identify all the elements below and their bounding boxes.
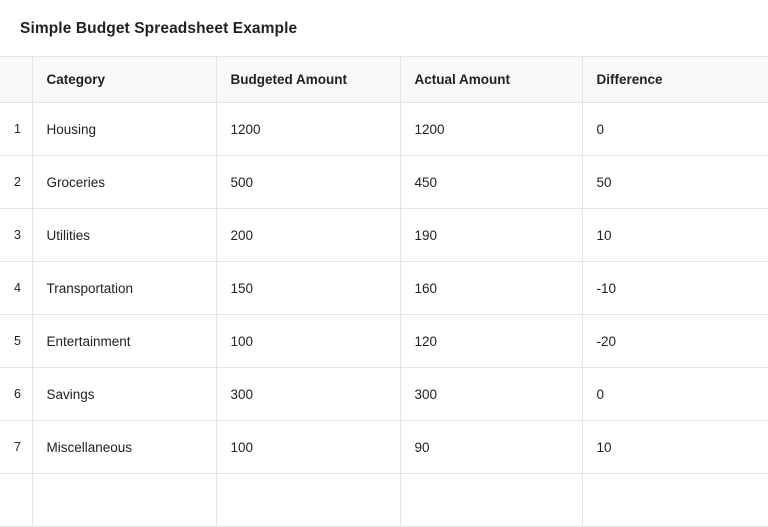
- cell-actual-amount[interactable]: 450: [400, 156, 582, 209]
- row-index[interactable]: 4: [0, 262, 32, 315]
- header-row: [0, 57, 768, 103]
- cell-budgeted-amount[interactable]: 500: [216, 156, 400, 209]
- column-header-budgeted-amount[interactable]: Budgeted Amount: [216, 57, 400, 103]
- cell-actual-amount[interactable]: 120: [400, 315, 582, 368]
- cell-category[interactable]: [32, 474, 216, 527]
- cell-difference[interactable]: 0: [582, 368, 768, 421]
- cell-difference[interactable]: 50: [582, 156, 768, 209]
- column-header-category[interactable]: Category: [32, 57, 216, 103]
- table-row: [0, 315, 768, 368]
- cell-category[interactable]: Entertainment: [32, 315, 216, 368]
- table-row: [0, 421, 768, 474]
- budget-table: [0, 56, 768, 527]
- cell-difference[interactable]: 10: [582, 209, 768, 262]
- cell-difference[interactable]: [582, 474, 768, 527]
- cell-actual-amount[interactable]: 190: [400, 209, 582, 262]
- table-row: [0, 209, 768, 262]
- cell-actual-amount[interactable]: 300: [400, 368, 582, 421]
- cell-budgeted-amount[interactable]: 100: [216, 315, 400, 368]
- cell-difference[interactable]: 10: [582, 421, 768, 474]
- row-index[interactable]: 3: [0, 209, 32, 262]
- cell-actual-amount[interactable]: [400, 474, 582, 527]
- cell-category[interactable]: Miscellaneous: [32, 421, 216, 474]
- row-index[interactable]: [0, 474, 32, 527]
- row-index[interactable]: 7: [0, 421, 32, 474]
- cell-budgeted-amount[interactable]: 1200: [216, 103, 400, 156]
- cell-difference[interactable]: -10: [582, 262, 768, 315]
- table-row: [0, 368, 768, 421]
- cell-budgeted-amount[interactable]: [216, 474, 400, 527]
- cell-difference[interactable]: -20: [582, 315, 768, 368]
- page-title: Simple Budget Spreadsheet Example: [20, 20, 298, 37]
- table-header: [0, 57, 768, 103]
- table-body: [0, 103, 768, 527]
- row-index[interactable]: 6: [0, 368, 32, 421]
- table-row: [0, 103, 768, 156]
- cell-budgeted-amount[interactable]: 300: [216, 368, 400, 421]
- table-row: [0, 156, 768, 209]
- table-row: [0, 474, 768, 527]
- cell-category[interactable]: Housing: [32, 103, 216, 156]
- column-header-actual-amount[interactable]: Actual Amount: [400, 57, 582, 103]
- cell-budgeted-amount[interactable]: 100: [216, 421, 400, 474]
- row-index[interactable]: 1: [0, 103, 32, 156]
- cell-actual-amount[interactable]: 1200: [400, 103, 582, 156]
- cell-category[interactable]: Utilities: [32, 209, 216, 262]
- cell-category[interactable]: Transportation: [32, 262, 216, 315]
- cell-category[interactable]: Savings: [32, 368, 216, 421]
- row-index[interactable]: 2: [0, 156, 32, 209]
- table-corner-cell[interactable]: [0, 57, 32, 103]
- cell-budgeted-amount[interactable]: 200: [216, 209, 400, 262]
- cell-category[interactable]: Groceries: [32, 156, 216, 209]
- cell-actual-amount[interactable]: 160: [400, 262, 582, 315]
- cell-difference[interactable]: 0: [582, 103, 768, 156]
- column-header-difference[interactable]: Difference: [582, 57, 768, 103]
- table-row: [0, 262, 768, 315]
- cell-budgeted-amount[interactable]: 150: [216, 262, 400, 315]
- row-index[interactable]: 5: [0, 315, 32, 368]
- cell-actual-amount[interactable]: 90: [400, 421, 582, 474]
